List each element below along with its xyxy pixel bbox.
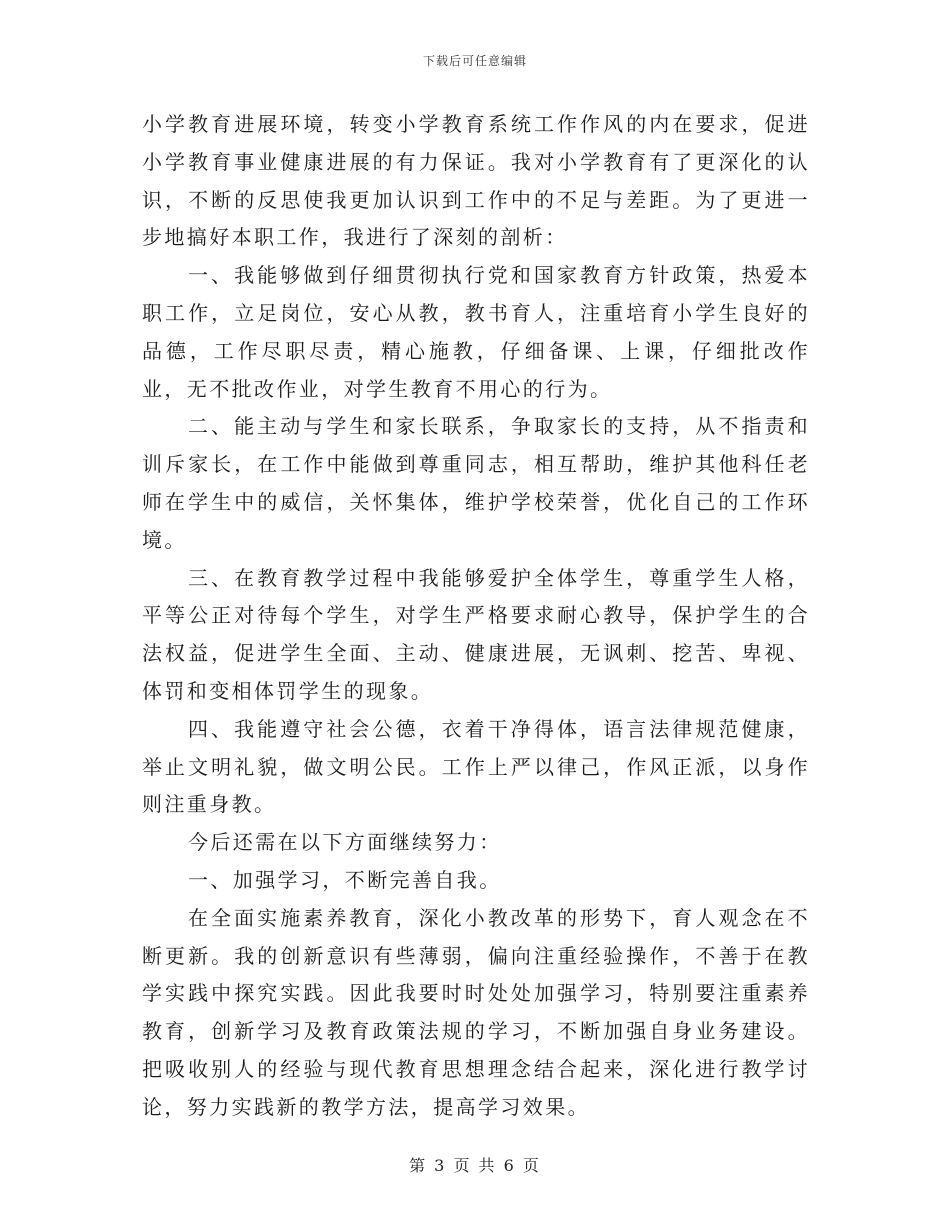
paragraph-future-intro: 今后还需在以下方面继续努力： xyxy=(188,830,502,855)
paragraph-point-four: 四、我能遵守社会公德，衣着干净得体，语言法律规范健康，举止文明礼貌，做文明公民。工作上严以律己，作风正派，以身作则注重身教。 xyxy=(142,716,810,817)
paragraph-future-heading-one: 一、加强学习，不断完善自我。 xyxy=(188,867,502,892)
paragraph-continuation: 小学教育进展环境，转变小学教育系统工作作风的内在要求，促进小学教育事业健康进展的有力保证。我对小学教育有了更深化的认识，不断的反思使我更加认识到工作中的不足与差距。为了更进一步地搞好本职工作，我进行了深刻的剖析： xyxy=(142,112,810,250)
paragraph-point-three: 三、在教育教学过程中我能够爱护全体学生，尊重学生人格，平等公正对待每个学生，对学生严格要求耐心教导，保护学生的合法权益，促进学生全面、主动、健康进展，无讽刺、挖苦、卑视、体罚和变相体罚学生的现象。 xyxy=(142,565,810,703)
paragraph-point-one: 一、我能够做到仔细贯彻执行党和国家教育方针政策，热爱本职工作，立足岗位，安心从教，教书育人，注重培育小学生良好的品德，工作尽职尽责，精心施教，仔细备课、上课，仔细批改作业，无不批改作业，对学生教育不用心的行为。 xyxy=(142,263,810,401)
page-number-footer: 第 3 页 共 6 页 xyxy=(409,1156,541,1175)
document-body xyxy=(142,106,810,1127)
page-header: 下载后可任意编辑 xyxy=(422,54,527,68)
paragraph-point-two: 二、能主动与学生和家长联系，争取家长的支持，从不指责和训斥家长，在工作中能做到尊重同志，相互帮助，维护其他科任老师在学生中的威信，关怀集体，维护学校荣誉，优化自己的工作环境。 xyxy=(142,414,810,552)
paragraph-future-detail: 在全面实施素养教育，深化小教改革的形势下，育人观念在不断更新。我的创新意识有些薄弱，偏向注重经验操作，不善于在教学实践中探究实践。因此我要时时处处加强学习，特别要注重素养教育，创新学习及教育政策法规的学习，不断加强自身业务建设。把吸收别人的经验与现代教育思想理念结合起来，深化进行教学讨论，努力实践新的教学方法，提高学习效果。 xyxy=(142,905,810,1119)
